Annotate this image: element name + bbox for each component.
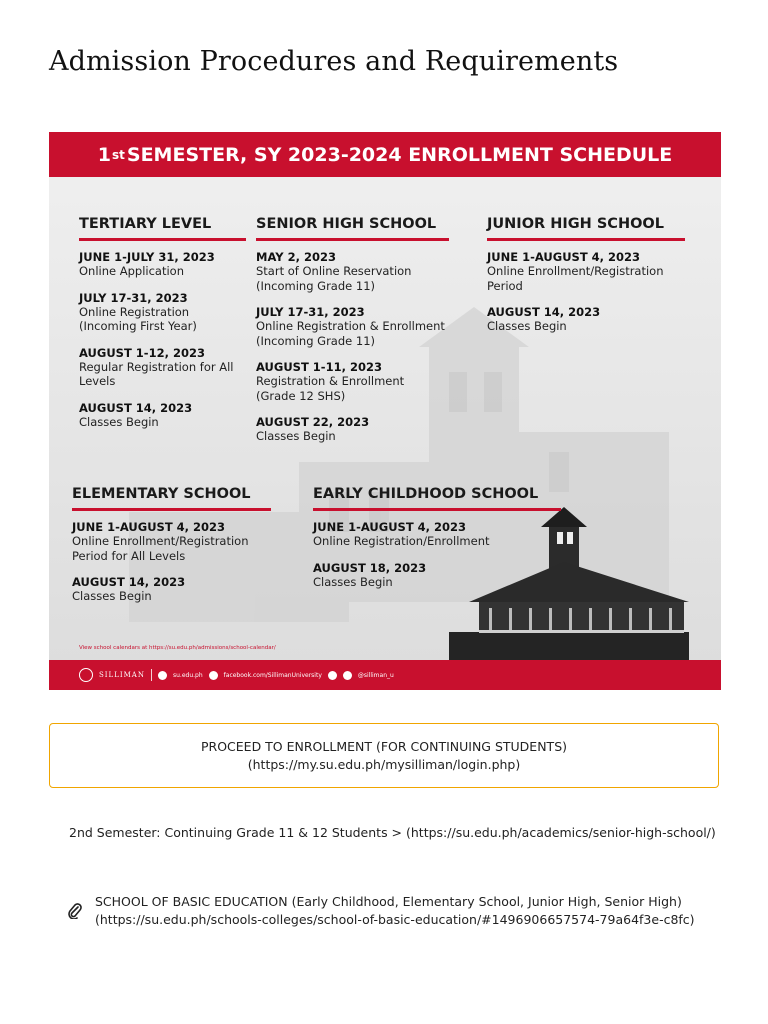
section-title: SENIOR HIGH SCHOOL — [256, 216, 449, 241]
heading-prefix: 1 — [97, 143, 111, 166]
entry-date: JUNE 1-AUGUST 4, 2023 — [313, 520, 467, 534]
schedule-entry — [79, 401, 246, 430]
schedule-entry — [487, 305, 685, 334]
paperclip-icon — [67, 903, 83, 919]
entry-desc: Classes Begin — [313, 574, 393, 589]
entry-date: AUGUST 14, 2023 — [79, 400, 193, 415]
entry-date: JUNE 1-JULY 31, 2023 — [79, 250, 215, 264]
schedule-entry — [256, 415, 449, 444]
silliman-seal-icon — [79, 668, 93, 682]
schedule-entry — [487, 250, 685, 293]
entry-desc: Classes Begin — [256, 429, 336, 443]
cta-url: (https://my.su.edu.ph/mysilliman/login.php) — [247, 756, 521, 772]
schedule-entry — [79, 250, 246, 279]
section-tertiary — [79, 216, 246, 441]
basic-education-link[interactable] — [67, 893, 695, 929]
entry-desc: Online Registration & Enrollment (Incoming Grade 11) — [256, 319, 445, 348]
entry-desc: Online Enrollment/Registration Period — [487, 264, 664, 293]
social-handle: @silliman_u — [357, 671, 394, 679]
entry-date: AUGUST 1-12, 2023 — [79, 345, 205, 360]
schedule-entry — [72, 520, 271, 563]
entry-date: AUGUST 14, 2023 — [72, 575, 186, 589]
website-text: su.edu.ph — [172, 671, 203, 679]
entry-date: AUGUST 18, 2023 — [313, 560, 427, 575]
schedule-entry — [313, 561, 561, 590]
schedule-entry — [79, 291, 246, 334]
globe-icon — [158, 671, 167, 680]
entry-date: JULY 17-31, 2023 — [79, 290, 188, 305]
schedule-entry — [72, 575, 271, 604]
entry-desc: Start of Online Reservation (Incoming Grade 11) — [256, 264, 412, 293]
instagram-icon — [343, 671, 352, 680]
entry-desc: Online Registration/Enrollment — [313, 534, 490, 548]
schedule-entry — [79, 346, 246, 389]
heading-suffix: st — [112, 147, 125, 162]
section-early-childhood — [313, 486, 561, 601]
entry-desc: Online Registration (Incoming First Year) — [79, 304, 197, 333]
page-title: Admission Procedures and Requirements — [49, 46, 619, 77]
entry-desc: Classes Begin — [79, 414, 159, 429]
heading-text: SEMESTER, SY 2023-2024 ENROLLMENT SCHEDULE — [126, 143, 673, 166]
cta-label: PROCEED TO ENROLLMENT (FOR CONTINUING STUDENTS) — [200, 738, 567, 754]
entry-date: AUGUST 14, 2023 — [487, 305, 601, 319]
proceed-to-enrollment-button[interactable] — [49, 723, 719, 788]
entry-date: JUNE 1-AUGUST 4, 2023 — [487, 250, 641, 264]
facebook-icon — [209, 671, 218, 680]
entry-date: JUNE 1-AUGUST 4, 2023 — [72, 520, 226, 534]
schedule-entry — [256, 305, 449, 348]
entry-date: JULY 17-31, 2023 — [256, 305, 365, 319]
section-elementary — [72, 486, 271, 616]
section-senior-high — [256, 216, 449, 456]
twitter-icon — [328, 671, 337, 680]
entry-desc: Online Application — [79, 264, 185, 278]
section-junior-high — [487, 216, 685, 346]
enrollment-schedule-poster — [49, 132, 721, 690]
section-title: TERTIARY LEVEL — [79, 216, 246, 241]
calendar-footnote: View school calendars at https://su.edu.ph/admissions/school-calendar/ — [79, 645, 276, 651]
schedule-entry — [256, 250, 449, 293]
basic-education-title: SCHOOL OF BASIC EDUCATION (Early Childhood, Elementary School, Junior High, Senior High) — [95, 894, 682, 909]
entry-date: AUGUST 1-11, 2023 — [256, 360, 382, 374]
poster-footer — [49, 660, 721, 690]
poster-heading — [49, 132, 721, 177]
section-title: ELEMENTARY SCHOOL — [72, 486, 271, 511]
divider — [151, 669, 152, 681]
entry-date: MAY 2, 2023 — [256, 250, 336, 264]
brand-name: SILLIMAN — [99, 671, 145, 679]
entry-desc: Classes Begin — [487, 319, 567, 333]
basic-education-url: (https://su.edu.ph/schools-colleges/school-of-basic-education/#1496906657574-79a64f3e-c8fc) — [95, 912, 695, 927]
entry-desc: Online Enrollment/Registration Period for All Levels — [72, 534, 249, 563]
schedule-entry — [313, 520, 561, 549]
entry-desc: Registration & Enrollment (Grade 12 SHS) — [256, 374, 405, 403]
section-title: EARLY CHILDHOOD SCHOOL — [313, 486, 561, 511]
second-semester-link[interactable]: 2nd Semester: Continuing Grade 11 & 12 Students > (https://su.edu.ph/academics/senior-high-school/) — [69, 825, 716, 840]
schedule-entry — [256, 360, 449, 403]
entry-desc: Regular Registration for All Levels — [79, 359, 234, 388]
facebook-text: facebook.com/SillimanUniversity — [223, 671, 322, 679]
entry-date: AUGUST 22, 2023 — [256, 415, 370, 429]
entry-desc: Classes Begin — [72, 589, 152, 603]
section-title: JUNIOR HIGH SCHOOL — [487, 216, 685, 241]
